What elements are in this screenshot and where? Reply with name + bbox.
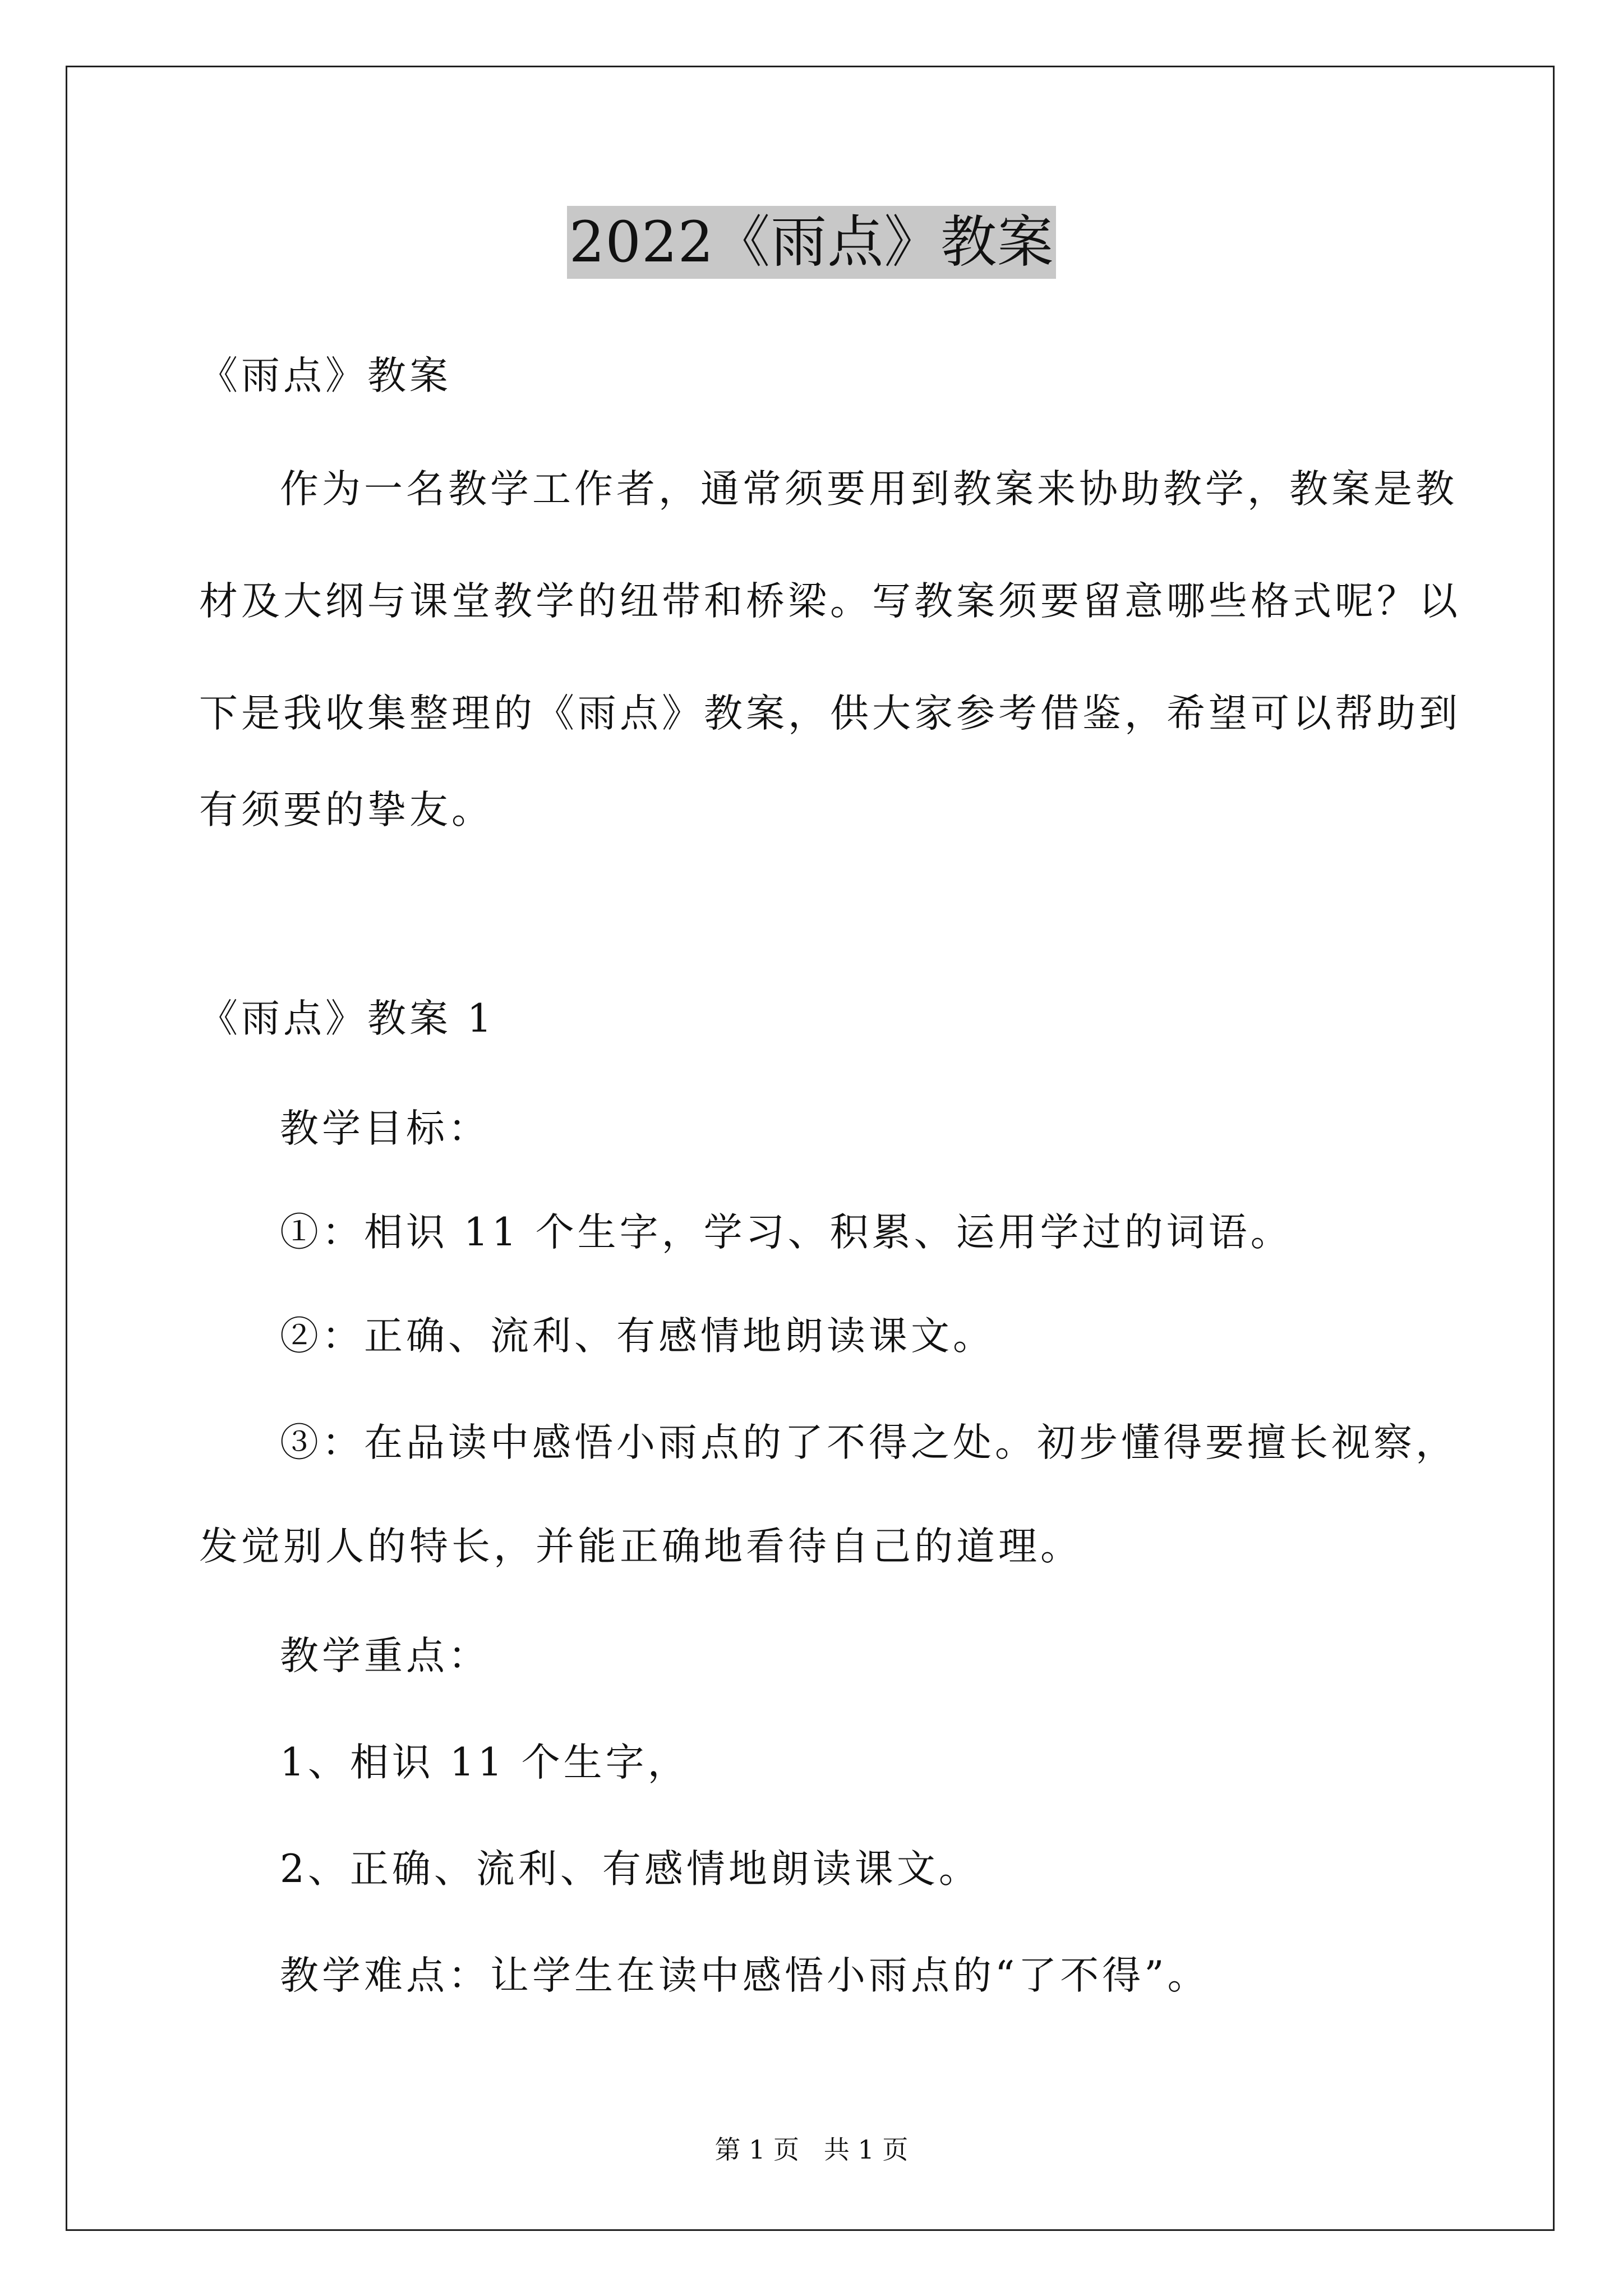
- document-title: 2022《雨点》教案: [567, 206, 1057, 279]
- goal-item-3-continued: 发觉别人的特长，并能正确地看待自己的道理。: [199, 1524, 1082, 1569]
- key-point-2: 2、正确、流利、有感情地朗读课文。: [280, 1847, 981, 1892]
- goal-item-3: ③：在品读中感悟小雨点的了不得之处。初步懂得要擅长视察，: [280, 1420, 1458, 1465]
- title-container: [0, 206, 1623, 279]
- intro-line-3: 下是我收集整理的《雨点》教案，供大家参考借鉴，希望可以帮助到: [199, 691, 1461, 736]
- section-heading: 《雨点》教案 1: [199, 996, 495, 1041]
- key-points-heading: 教学重点：: [280, 1634, 490, 1678]
- intro-line-2: 材及大纲与课堂教学的纽带和桥梁。写教案须要留意哪些格式呢？以: [199, 579, 1461, 624]
- goal-item-1: ①：相识 11 个生字，学习、积累、运用学过的词语。: [280, 1210, 1293, 1255]
- goal-item-2: ②：正确、流利、有感情地朗读课文。: [280, 1314, 995, 1359]
- key-point-1: 1、相识 11 个生字，: [280, 1740, 690, 1785]
- subtitle: 《雨点》教案: [199, 353, 451, 398]
- difficulty-line: 教学难点：让学生在读中感悟小雨点的“了不得”。: [280, 1953, 1210, 1998]
- page-footer: 第 1 页 共 1 页: [714, 2134, 909, 2165]
- goals-heading: 教学目标：: [280, 1106, 490, 1151]
- intro-line-4: 有须要的挚友。: [199, 788, 494, 832]
- intro-line-1: 作为一名教学工作者，通常须要用到教案来协助教学，教案是教: [280, 467, 1458, 512]
